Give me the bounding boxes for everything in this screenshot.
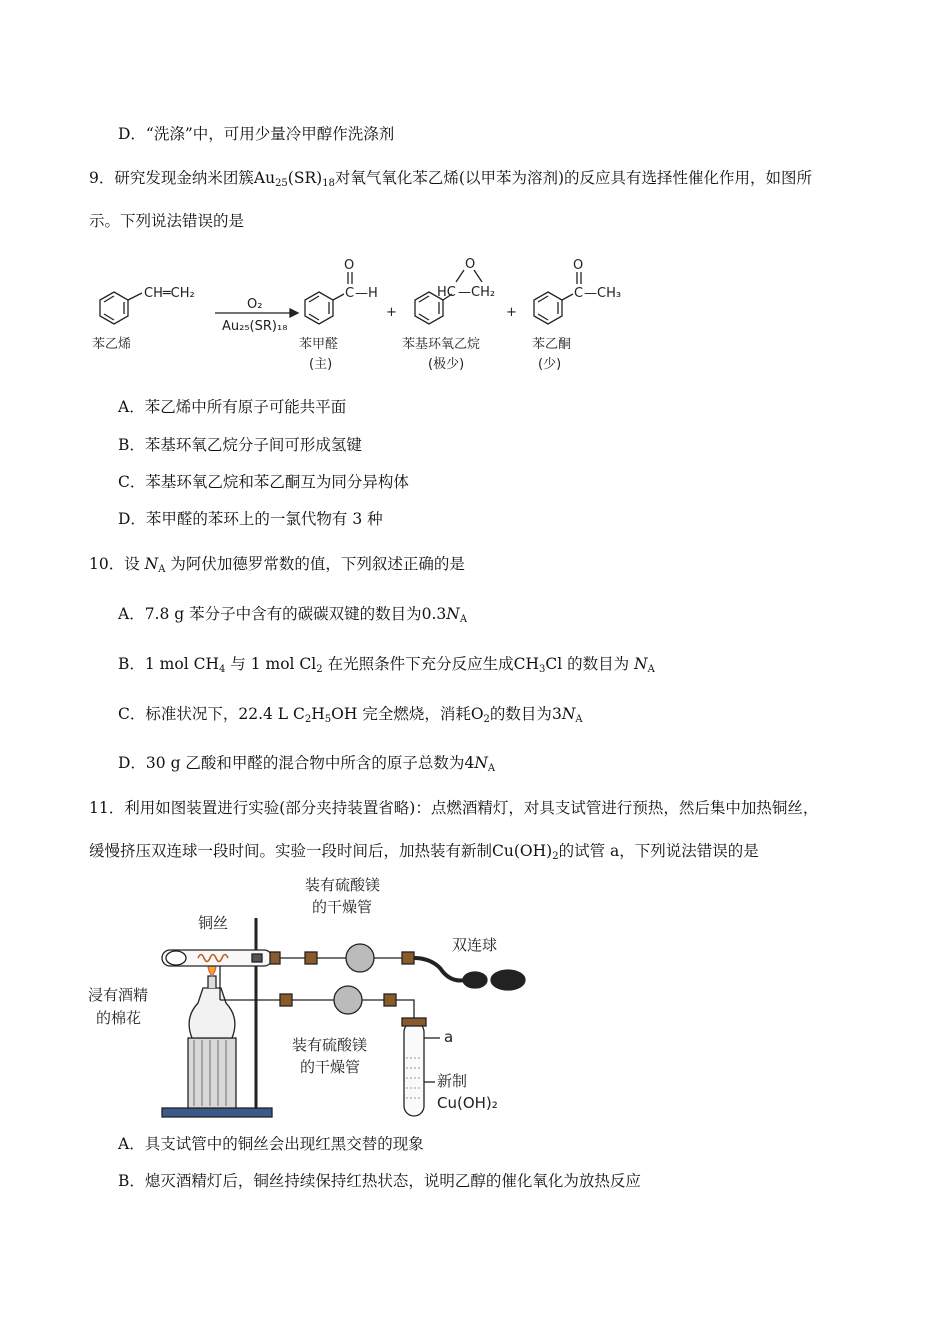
benzaldehyde-c: C bbox=[345, 286, 355, 301]
reagent-catalyst: Au₂₅(SR)₁₈ bbox=[222, 319, 288, 334]
bottom-dryer-label-2: 的干燥管 bbox=[300, 1058, 361, 1076]
q10-c-na-sub: A bbox=[575, 714, 583, 725]
epoxide-note: (极少) bbox=[428, 357, 465, 372]
styrene-vinyl-group: CH═CH₂ bbox=[144, 286, 195, 301]
q11-option-a: A．具支试管中的铜丝会出现红黑交替的现象 bbox=[118, 1135, 424, 1153]
q10-option-c bbox=[118, 703, 583, 731]
cotton bbox=[166, 951, 186, 965]
q11-cuoh2-sub: 2 bbox=[552, 851, 559, 862]
epoxide-o: O bbox=[465, 257, 476, 272]
q10-option-a bbox=[118, 603, 467, 631]
benzaldehyde-h: —H bbox=[355, 286, 378, 301]
cotton-label-1: 浸有酒精 bbox=[88, 986, 149, 1004]
wooden-block bbox=[188, 1038, 236, 1108]
fresh-label-2: Cu(OH)₂ bbox=[437, 1094, 498, 1112]
plus-sign-1: + bbox=[386, 305, 397, 320]
q10-b-cl-text: Cl 的数目为 bbox=[545, 655, 630, 673]
acetophenone-c: C bbox=[574, 286, 584, 301]
q10-c-coef: 3 bbox=[551, 705, 562, 723]
q9-option-b: B．苯基环氧乙烷分子间可形成氢键 bbox=[118, 436, 362, 454]
drying-tube-bottom bbox=[334, 986, 362, 1014]
q8-option-d: D．“洗涤”中，可用少量冷甲醇作洗涤剂 bbox=[118, 125, 395, 143]
epoxide-ch2: —CH₂ bbox=[458, 285, 496, 300]
acetophenone-o: O bbox=[573, 258, 584, 273]
q10-option-d bbox=[118, 752, 495, 780]
catalyst-sr-sub: 18 bbox=[322, 178, 335, 189]
q10-b-na: N bbox=[634, 655, 648, 673]
q9-catalyst bbox=[254, 169, 335, 187]
stand-base bbox=[162, 1108, 272, 1117]
q10-a-na-sub: A bbox=[459, 614, 468, 625]
test-tube-a bbox=[404, 1022, 424, 1116]
q9-stem-text-a: 9．研究发现金纳米团簇 bbox=[89, 169, 254, 187]
top-dryer-label-2: 的干燥管 bbox=[312, 898, 373, 916]
q9-option-a: A．苯乙烯中所有原子可能共平面 bbox=[118, 398, 347, 416]
q10-stem-b: 为阿伏加德罗常数的值，下列叙述正确的是 bbox=[170, 555, 465, 573]
q10-b-sub4: 4 bbox=[218, 664, 226, 675]
q11-option-b: B．熄灭酒精灯后，铜丝持续保持红热状态，说明乙醇的催化氧化为放热反应 bbox=[118, 1172, 641, 1190]
q10-c-sub5: 5 bbox=[324, 714, 332, 725]
reaction-scheme bbox=[80, 250, 640, 380]
copper-wire-label: 铜丝 bbox=[198, 914, 229, 932]
tube-a-label: a bbox=[444, 1028, 454, 1046]
q10-b-sub2: 2 bbox=[316, 664, 323, 675]
q11-stem-line1: 11．利用如图装置进行实验(部分夹持装置省略)：点燃酒精灯，对具支试管进行预热，然后集中加热铜丝， bbox=[89, 799, 819, 817]
catalyst-au: Au bbox=[253, 169, 276, 187]
acetophenone-ch3: —CH₃ bbox=[584, 286, 622, 301]
alcohol-lamp bbox=[189, 988, 235, 1038]
q10-d-na-sub: A bbox=[487, 763, 496, 774]
q10-b-sub3: 3 bbox=[538, 664, 546, 675]
q10-b-na-sub: A bbox=[647, 664, 655, 675]
catalyst-sr: (SR) bbox=[287, 169, 323, 187]
q10-b-ch3: CH bbox=[513, 655, 539, 673]
bottom-dryer-label-1: 装有硫酸镁 bbox=[292, 1036, 368, 1054]
q10-c-o: O bbox=[470, 705, 484, 723]
q10-a-coef: 0.3 bbox=[421, 605, 447, 623]
q10-c-text2: OH 完全燃烧，消耗 bbox=[331, 705, 471, 723]
q10-option-b bbox=[118, 653, 655, 681]
q10-c-text3: 的数目为 bbox=[489, 705, 552, 723]
q10-a-text: A．7.8 g 苯分子中含有的碳碳双键的数目为 bbox=[118, 605, 422, 623]
double-bulb-2 bbox=[491, 970, 525, 990]
q11-stem-text-c: 的试管 a，下列说法错误的是 bbox=[558, 842, 759, 860]
q10-b-cl: 与 1 mol Cl bbox=[230, 655, 317, 673]
q9-stem-line1 bbox=[89, 167, 812, 195]
q10-d-na: N bbox=[474, 754, 488, 772]
epoxide-label: 苯基环氧乙烷 bbox=[402, 337, 481, 352]
benzene-ring-styrene bbox=[100, 292, 142, 324]
benzaldehyde-note: (主) bbox=[309, 357, 333, 372]
q10-d-coef: 4 bbox=[464, 754, 475, 772]
q10-b-text: 在光照条件下充分反应生成 bbox=[327, 655, 514, 673]
fresh-label-1: 新制 bbox=[437, 1072, 468, 1090]
q10-c-text: C．标准状况下，22.4 L C bbox=[118, 705, 305, 723]
acetophenone-note: (少) bbox=[538, 357, 562, 372]
q10-c-o-sub: 2 bbox=[483, 714, 490, 725]
q9-stem-line2: 示。下列说法错误的是 bbox=[89, 212, 245, 230]
double-bulb-label: 双连球 bbox=[452, 936, 498, 954]
drying-tube-top bbox=[346, 944, 374, 972]
q10-c-na: N bbox=[561, 705, 576, 723]
benzaldehyde-label: 苯甲醛 bbox=[299, 337, 339, 352]
q10-c-sub2: 2 bbox=[304, 714, 312, 725]
q9-option-c: C．苯基环氧乙烷和苯乙酮互为同分异构体 bbox=[118, 473, 409, 491]
reagent-o2: O₂ bbox=[247, 297, 263, 312]
q11-cuoh2: Cu(OH) bbox=[492, 842, 553, 860]
q10-stem-a: 10．设 bbox=[89, 555, 140, 573]
q11-stem-line2 bbox=[89, 840, 759, 868]
q11-stem-text-a: 缓慢挤压双连球一段时间。实验一段时间后，加热装有新制 bbox=[89, 842, 493, 860]
acetophenone-label: 苯乙酮 bbox=[532, 337, 572, 352]
benzaldehyde-o: O bbox=[344, 258, 355, 273]
q10-na: N bbox=[144, 555, 159, 573]
q10-stem bbox=[89, 553, 465, 581]
q10-na-sub: A bbox=[158, 564, 166, 575]
epoxide-hc: HC bbox=[437, 285, 456, 300]
q10-d-text: D．30 g 乙酸和甲醛的混合物中所含的原子总数为 bbox=[118, 754, 465, 772]
styrene-label: 苯乙烯 bbox=[92, 337, 132, 352]
experiment-apparatus bbox=[80, 868, 540, 1123]
q10-c-h: H bbox=[311, 705, 325, 723]
q9-stem-text-b: 对氧气氧化苯乙烯(以甲苯为溶剂)的反应具有选择性催化作用，如图所 bbox=[334, 169, 813, 187]
cotton-label-2: 的棉花 bbox=[96, 1009, 142, 1027]
top-dryer-label-1: 装有硫酸镁 bbox=[305, 876, 381, 894]
q10-a-na: N bbox=[446, 605, 460, 623]
catalyst-au-sub: 25 bbox=[275, 178, 288, 189]
plus-sign-2: + bbox=[506, 305, 517, 320]
double-bulb-1 bbox=[463, 972, 487, 988]
q9-option-d: D．苯甲醛的苯环上的一氯代物有 3 种 bbox=[118, 510, 383, 528]
q10-b-ch: B．1 mol CH bbox=[118, 655, 219, 673]
